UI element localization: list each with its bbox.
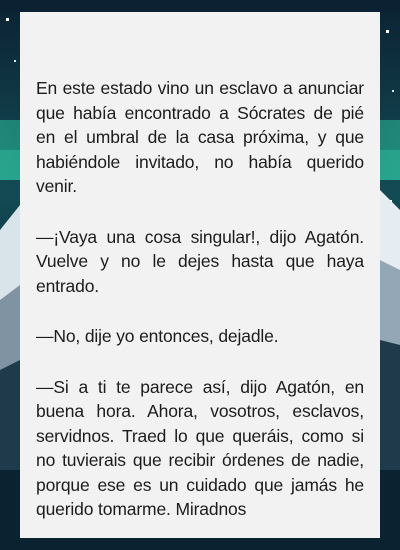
reader-paragraph-3: —No, dije yo entonces, dejadle. — [36, 326, 279, 346]
reader-paragraph-4: —Si a ti te parece así, dijo Agatón, en buena hora. Ahora, vosotros, esclavos, servidnos. Traed lo que queráis, como si no tuvierais que recibir órdenes de nadie, porque ese es un cuidado que jamás he querido tomarme. Miradnos — [36, 376, 364, 519]
reader-page — [20, 12, 380, 538]
reader-paragraph-2: —¡Vaya una cosa singular!, dijo Agatón. Vuelve y no le dejes hasta que haya entrado. — [36, 226, 364, 296]
reader-paragraph-1: En este estado vino un esclavo a anunciar que había encontrado a Sócrates de pié en el umbral de la casa próxima, y que habiéndole invitado, no había querido venir. — [36, 78, 364, 196]
